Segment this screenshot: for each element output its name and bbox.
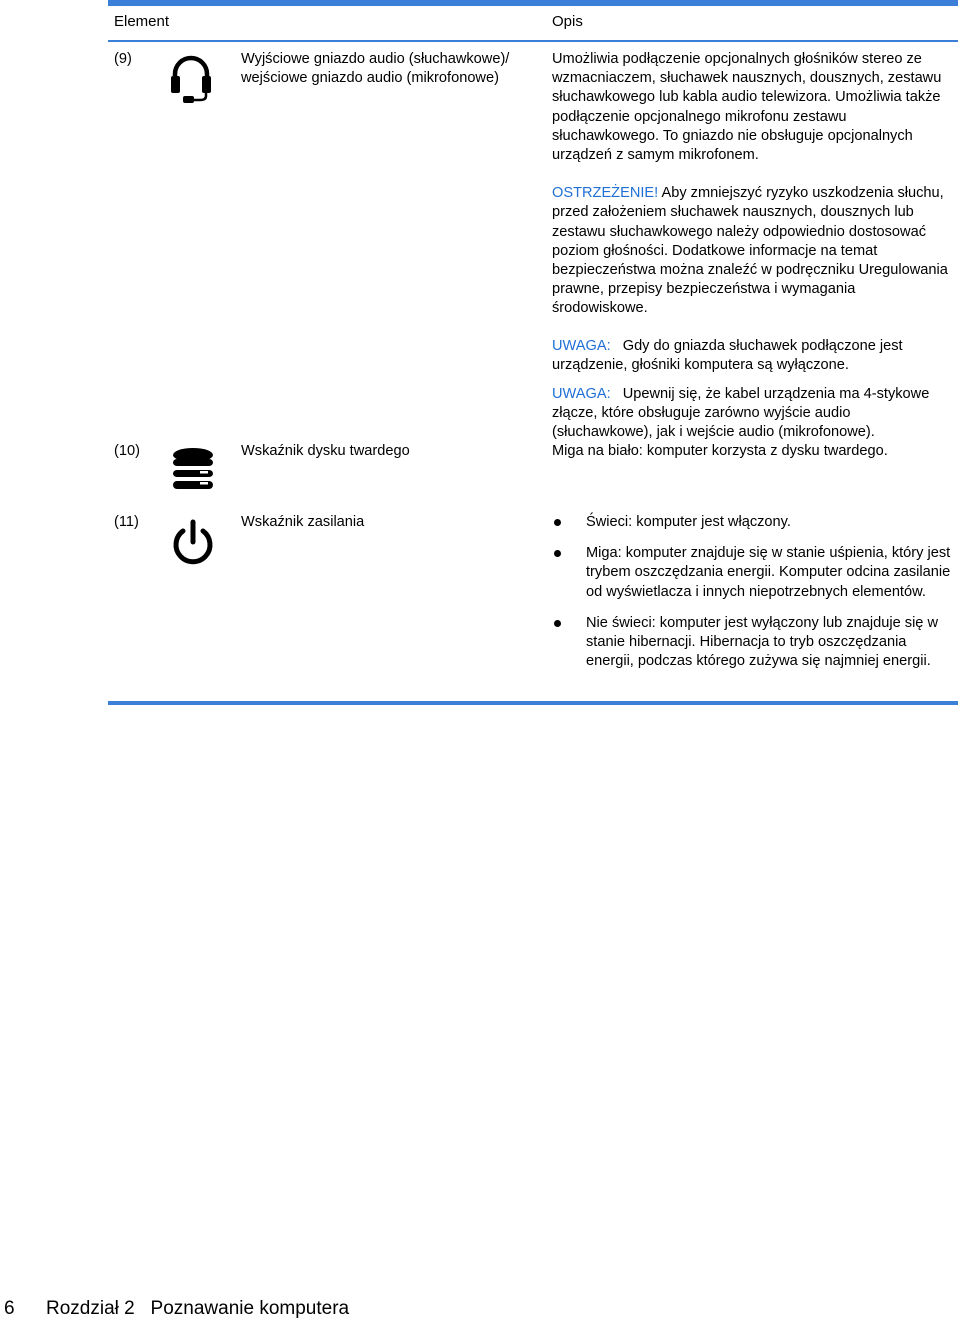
warning-block [552,184,952,318]
note-block-2 [552,385,952,443]
table-top-rule [108,0,958,6]
note-text: Upewnij się, że kabel urządzenia ma 4-stykowe złącze, które obsługuje zarówno wyjście audio (słuchawkowe), jak i wejście audio (mikrofonowe). [552,386,930,441]
headset-icon [168,54,214,108]
column-header-element: Element [114,13,170,30]
element-description [552,50,952,443]
list-item: Miga: komputer znajduje się w stanie uśpienia, który jest trybem oszczędzania energii. Komputer odcina zasilanie od wyświetlacza i innych niepotrzebnych elementów. [552,544,952,602]
row-number: (10) [114,443,140,459]
warning-reference: Uregulowania prawne, przepisy bezpieczeństwa i wymagania środowiskowe [552,262,948,317]
page-number: 6 [4,1298,15,1319]
row-number: (9) [114,51,132,67]
element-name: Wskaźnik zasilania [241,514,365,530]
table-bottom-rule [108,701,958,705]
note-text: Gdy do gniazda słuchawek podłączone jest urządzenie, głośniki komputera są wyłączone. [552,337,903,373]
warning-label: OSTRZEŻENIE! [552,185,659,202]
header-rule [108,40,958,42]
power-icon [170,519,216,569]
list-item: Nie świeci: komputer jest wyłączony lub znajduje się w stanie hibernacji. Hibernacja to tryb oszczędzania energii, podczas którego zużywa się najmniej energii. [552,614,952,672]
note-label: UWAGA: [552,337,611,354]
chapter-title: Rozdział 2 Poznawanie komputera [46,1298,350,1319]
element-name: Wyjściowe gniazdo audio (słuchawkowe)/ wejściowe gniazdo audio (mikrofonowe) [241,51,510,86]
element-name: Wskaźnik dysku twardego [241,443,410,459]
element-description: Miga na biało: komputer korzysta z dysku twardego. [552,443,888,459]
warning-end: . [643,300,648,317]
status-list [552,513,952,683]
row-number: (11) [114,514,139,530]
note-block-1 [552,337,952,375]
list-item: Świeci: komputer jest włączony. [552,513,952,532]
description-text: Umożliwia podłączenie opcjonalnych głośników stereo ze wzmacniaczem, słuchawek nausznych, dousznych, zestawu słuchawkowego lub kabla audio telewizora. Umożliwia także podłączenie opcjonalnego mikrofonu zestawu słuchawkowego. To gniazdo nie obsługuje opcjonalnych urządzeń z samym mikrofonem. [552,51,942,164]
column-header-description: Opis [552,13,583,30]
warning-text: Aby zmniejszyć ryzyko uszkodzenia słuchu, przed założeniem słuchawek nausznych, dousznych lub zestawu słuchawkowego należy odpowiednio dostosować poziom głośności. Dodatkowe informacje na temat bezpieczeństwa można znaleźć w podręczniku [552,185,944,279]
hard-drive-icon [170,446,216,496]
note-label: UWAGA: [552,386,611,403]
